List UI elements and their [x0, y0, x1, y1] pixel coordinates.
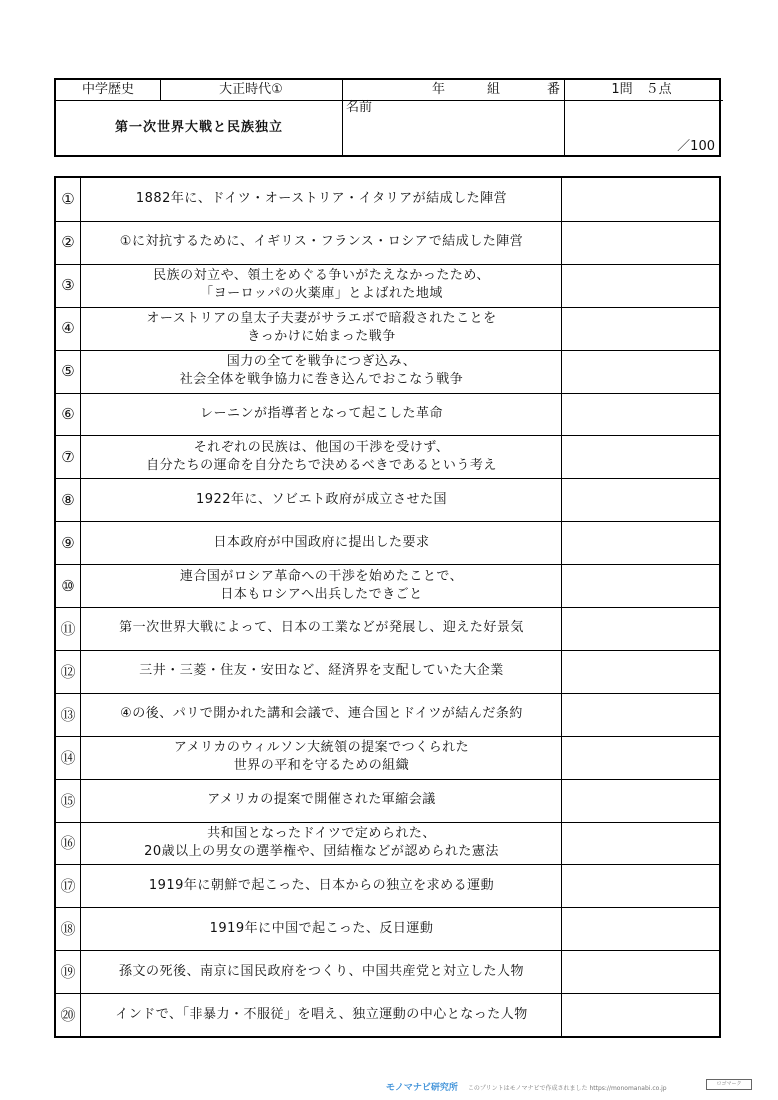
answer-cell[interactable]	[563, 607, 719, 650]
question-number: ⑫	[60, 662, 76, 681]
question-number: ⑭	[60, 748, 76, 767]
answer-cell[interactable]	[563, 736, 719, 779]
table-row	[56, 350, 719, 393]
table-row	[56, 521, 719, 564]
question-text: 日本政府が中国政府に提出した要求	[213, 534, 430, 550]
answer-cell[interactable]	[563, 650, 719, 693]
divider	[56, 607, 719, 608]
divider	[56, 435, 719, 436]
table-row	[56, 564, 719, 607]
question-number: ③	[61, 276, 75, 295]
answer-cell[interactable]	[563, 307, 719, 350]
question-number: ⑳	[60, 1006, 76, 1025]
question-text: インドで、「非暴力・不服従」を唱え、独立運動の中心となった人物	[115, 1006, 528, 1022]
divider	[56, 907, 719, 908]
page-title: 第一次世界大戦と民族独立	[114, 120, 283, 135]
question-number: ⑪	[60, 619, 76, 638]
question-number: ⑥	[61, 404, 75, 423]
answer-cell[interactable]	[563, 521, 719, 564]
question-number: ②	[61, 233, 75, 252]
answer-cell[interactable]	[563, 393, 719, 436]
question-number: ⑬	[60, 705, 76, 724]
group-label: 組	[487, 82, 501, 97]
question-text: それぞれの民族は、他国の干渉を受けず、 自分たちの運命を自分たちで決めるべきであるという考え	[146, 439, 497, 473]
answer-cell[interactable]	[563, 264, 719, 307]
table-row	[56, 650, 719, 693]
question-text: 連合国がロシア革命への干渉を始めたことで、 日本もロシアへ出兵したできごと	[179, 568, 464, 602]
table-row	[56, 435, 719, 478]
divider	[56, 350, 719, 351]
question-number: ⑨	[61, 533, 75, 552]
answer-cell[interactable]	[563, 864, 719, 907]
divider	[56, 478, 719, 479]
question-number: ⑦	[61, 447, 75, 466]
answer-cell[interactable]	[563, 993, 719, 1036]
table-row	[56, 393, 719, 436]
table-row	[56, 950, 719, 993]
points-label: 1問 ５点	[611, 82, 672, 97]
name-label: 名前	[346, 100, 373, 115]
badge: ロゴマーク	[706, 1079, 752, 1090]
answer-cell[interactable]	[563, 350, 719, 393]
table-row	[56, 907, 719, 950]
question-text: 1882年に、ドイツ・オーストリア・イタリアが結成した陣営	[135, 191, 508, 207]
divider	[56, 264, 719, 265]
answer-cell[interactable]	[563, 693, 719, 736]
question-text: レーニンが指導者となって起こした革命	[199, 405, 443, 421]
divider	[56, 521, 719, 522]
question-text: ①に対抗するために、イギリス・フランス・ロシアで結成した陣営	[119, 234, 524, 250]
answer-cell[interactable]	[563, 779, 719, 822]
question-text: 国力の全てを戦争につぎ込み、 社会全体を戦争協力に巻き込んでおこなう戦争	[179, 354, 464, 388]
question-text: 民族の対立や、領土をめぐる争いがたえなかったため、 「ヨーロッパの火薬庫」とよばれた地域	[153, 268, 490, 302]
answer-cell[interactable]	[563, 822, 719, 865]
question-number: ⑤	[61, 362, 75, 381]
divider	[56, 307, 719, 308]
divider	[56, 822, 719, 823]
score-label: ／100	[677, 139, 715, 154]
table-row	[56, 307, 719, 350]
question-text: 1922年に、ソビエト政府が成立させた国	[195, 491, 448, 507]
question-number: ⑰	[60, 877, 76, 896]
question-number: ⑲	[60, 963, 76, 982]
era-label: 大正時代①	[219, 82, 283, 97]
class-info	[342, 80, 564, 100]
table-row	[56, 221, 719, 264]
table-row	[56, 822, 719, 865]
question-table	[54, 176, 721, 1038]
question-number: ①	[61, 190, 75, 209]
divider	[56, 650, 719, 651]
question-text: 共和国となったドイツで定められた、 20歳以上の男女の選挙権や、団結権などが認められた憲法	[144, 825, 499, 859]
question-text: 第一次世界大戦によって、日本の工業などが発展し、迎えた好景気	[119, 620, 524, 636]
answer-cell[interactable]	[563, 478, 719, 521]
question-text: ④の後、パリで開かれた講和会議で、連合国とドイツが結んだ条約	[120, 706, 523, 722]
footer	[386, 1080, 742, 1094]
answer-cell[interactable]	[563, 564, 719, 607]
question-text: アメリカの提案で開催された軍縮会議	[207, 792, 436, 808]
answer-cell[interactable]	[563, 907, 719, 950]
question-number: ⑱	[60, 920, 76, 939]
footer-note: このプリントはモノマナビで作成されました https://monomanabi.co.jp	[467, 1085, 667, 1092]
question-text: 1919年に中国で起こった、反日運動	[209, 920, 434, 936]
question-text: 三井・三菱・住友・安田など、経済界を支配していた大企業	[139, 663, 504, 679]
table-row	[56, 993, 719, 1036]
question-text: オーストリアの皇太子夫妻がサラエボで暗殺されたことを きっかけに始まった戦争	[146, 311, 497, 345]
divider	[56, 693, 719, 694]
divider	[56, 950, 719, 951]
divider	[56, 993, 719, 994]
question-number: ⑮	[60, 791, 76, 810]
answer-cell[interactable]	[563, 221, 719, 264]
subject-label: 中学歴史	[81, 82, 134, 97]
divider	[56, 864, 719, 865]
number-label: 番	[547, 82, 561, 97]
table-row	[56, 607, 719, 650]
divider	[56, 564, 719, 565]
divider	[56, 221, 719, 222]
divider	[56, 393, 719, 394]
answer-cell[interactable]	[563, 950, 719, 993]
table-row	[56, 264, 719, 307]
table-row	[56, 478, 719, 521]
question-text: 孫文の死後、南京に国民政府をつくり、中国共産党と対立した人物	[118, 963, 524, 979]
year-label: 年	[432, 82, 446, 97]
question-number: ⑩	[61, 576, 75, 595]
question-text: 1919年に朝鮮で起こった、日本からの独立を求める運動	[148, 877, 495, 893]
divider	[56, 779, 719, 780]
question-number: ⑯	[60, 834, 76, 853]
table-row	[56, 693, 719, 736]
answer-cell[interactable]	[563, 435, 719, 478]
answer-cell[interactable]	[563, 178, 719, 221]
brand-logo: モノマナビ研究所	[386, 1083, 458, 1093]
table-row	[56, 864, 719, 907]
question-number: ④	[61, 319, 75, 338]
table-row	[56, 178, 719, 221]
table-row	[56, 736, 719, 779]
table-row	[56, 779, 719, 822]
divider	[56, 736, 719, 737]
question-text: アメリカのウィルソン大統領の提案でつくられた 世界の平和を守るための組織	[173, 740, 470, 774]
question-number: ⑧	[61, 490, 75, 509]
header-box	[54, 78, 721, 157]
